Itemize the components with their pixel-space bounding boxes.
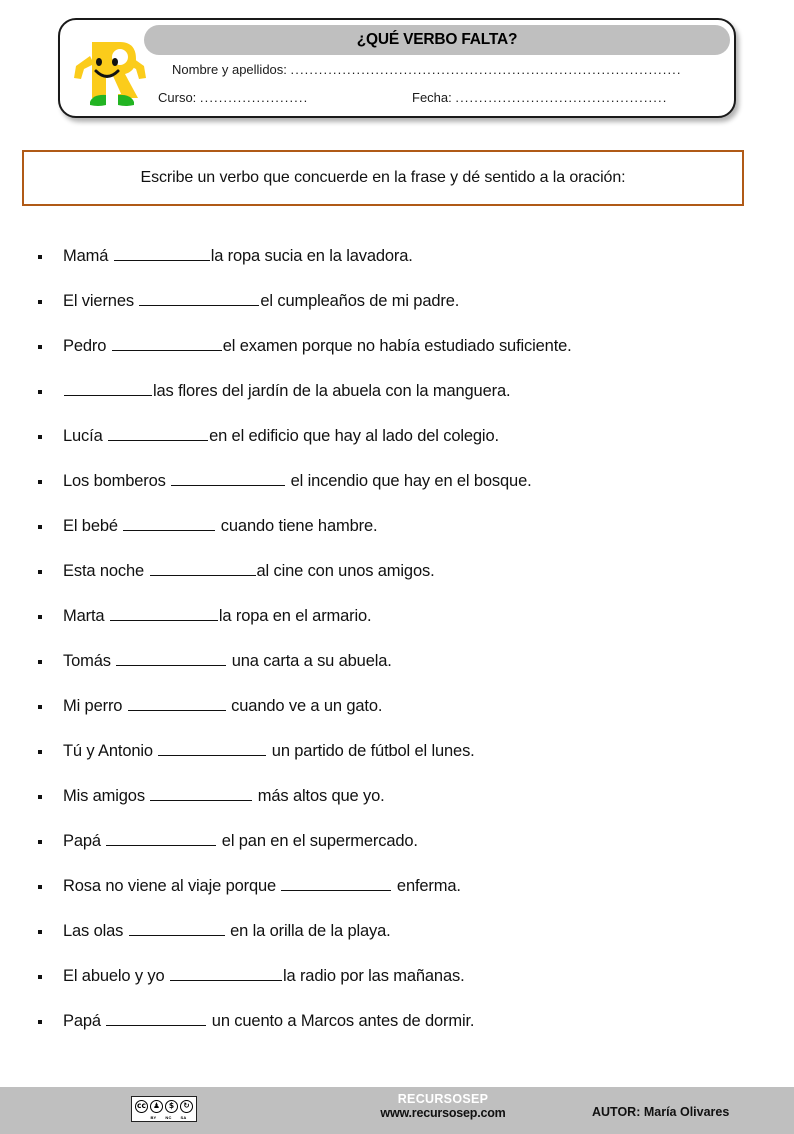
footer-bar bbox=[0, 1087, 794, 1134]
sentence-prefix: Marta bbox=[63, 607, 109, 625]
page-title: ¿QUÉ VERBO FALTA? bbox=[356, 31, 518, 48]
bullet-icon bbox=[38, 795, 42, 799]
sentence-suffix: un cuento a Marcos antes de dormir. bbox=[207, 1012, 475, 1030]
sentence-prefix: El bebé bbox=[63, 517, 123, 535]
sentence-suffix: una carta a su abuela. bbox=[227, 652, 392, 670]
course-field[interactable] bbox=[158, 90, 408, 105]
bullet-icon bbox=[38, 390, 42, 394]
answer-blank[interactable] bbox=[64, 382, 152, 396]
sentence-prefix: Papá bbox=[63, 1012, 106, 1030]
sentence-suffix: las flores del jardín de la abuela con la manguera. bbox=[153, 382, 511, 400]
sentence-suffix: más altos que yo. bbox=[253, 787, 385, 805]
sentence-prefix: Tomás bbox=[63, 652, 116, 670]
exercise-item bbox=[30, 369, 770, 414]
bullet-icon bbox=[38, 255, 42, 259]
sentence-prefix: Los bomberos bbox=[63, 472, 171, 490]
sentence-suffix: en la orilla de la playa. bbox=[225, 922, 391, 940]
student-name-label: Nombre y apellidos: bbox=[172, 62, 287, 77]
date-label: Fecha: bbox=[412, 90, 452, 105]
answer-blank[interactable] bbox=[110, 607, 218, 621]
exercise-sentence bbox=[63, 787, 385, 806]
sentence-prefix: Papá bbox=[63, 832, 106, 850]
exercise-item bbox=[30, 504, 770, 549]
course-label: Curso: bbox=[158, 90, 197, 105]
exercise-sentence bbox=[63, 1012, 474, 1031]
sentence-prefix: Mamá bbox=[63, 247, 113, 265]
exercise-sentence bbox=[63, 517, 377, 536]
student-name-field[interactable] bbox=[172, 62, 728, 77]
nc-noncommercial-icon: $ bbox=[165, 1100, 178, 1113]
sentence-suffix: un partido de fútbol el lunes. bbox=[267, 742, 475, 760]
sentence-suffix: la ropa en el armario. bbox=[218, 607, 372, 625]
date-field[interactable] bbox=[412, 90, 728, 105]
date-dotted-line: ............................................. bbox=[455, 90, 668, 105]
sentence-prefix: Mi perro bbox=[63, 697, 127, 715]
answer-blank[interactable] bbox=[150, 562, 256, 576]
by-person-icon: ♟ bbox=[150, 1100, 163, 1113]
bullet-icon bbox=[38, 480, 42, 484]
sentence-prefix: El viernes bbox=[63, 292, 139, 310]
exercise-sentence bbox=[63, 967, 465, 986]
answer-blank[interactable] bbox=[106, 832, 216, 846]
sentence-suffix: la radio por las mañanas. bbox=[282, 967, 465, 985]
sa-sharealike-icon: ↻ bbox=[180, 1100, 193, 1113]
exercise-sentence bbox=[63, 742, 475, 761]
worksheet-title-bar bbox=[144, 25, 730, 55]
brand-block bbox=[318, 1092, 568, 1122]
bullet-icon bbox=[38, 975, 42, 979]
exercise-sentence bbox=[63, 382, 510, 401]
exercise-sentence bbox=[63, 922, 391, 941]
bullet-icon bbox=[38, 885, 42, 889]
exercise-item bbox=[30, 774, 770, 819]
exercise-item bbox=[30, 954, 770, 999]
exercise-sentence bbox=[63, 337, 572, 356]
exercise-item bbox=[30, 594, 770, 639]
bullet-icon bbox=[38, 300, 42, 304]
sentence-prefix: Esta noche bbox=[63, 562, 149, 580]
sentence-prefix: Tú y Antonio bbox=[63, 742, 158, 760]
exercise-sentence bbox=[63, 832, 418, 851]
cc-icon: cc bbox=[135, 1100, 148, 1113]
answer-blank[interactable] bbox=[170, 967, 282, 981]
answer-blank[interactable] bbox=[128, 697, 226, 711]
sentence-suffix: al cine con unos amigos. bbox=[256, 562, 435, 580]
bullet-icon bbox=[38, 705, 42, 709]
answer-blank[interactable] bbox=[116, 652, 226, 666]
exercise-item bbox=[30, 729, 770, 774]
sentence-prefix: Rosa no viene al viaje porque bbox=[63, 877, 281, 895]
exercise-sentence bbox=[63, 427, 499, 446]
exercise-item bbox=[30, 279, 770, 324]
creative-commons-by-nc-sa-badge-icon bbox=[131, 1096, 197, 1122]
bullet-icon bbox=[38, 840, 42, 844]
exercise-sentence bbox=[63, 247, 413, 266]
bullet-icon bbox=[38, 750, 42, 754]
exercise-list bbox=[30, 234, 770, 1044]
answer-blank[interactable] bbox=[112, 337, 222, 351]
bullet-icon bbox=[38, 1020, 42, 1024]
answer-blank[interactable] bbox=[150, 787, 252, 801]
exercise-sentence bbox=[63, 697, 382, 716]
exercise-item bbox=[30, 909, 770, 954]
answer-blank[interactable] bbox=[158, 742, 266, 756]
course-dotted-line: ....................... bbox=[199, 90, 309, 105]
exercise-sentence bbox=[63, 562, 435, 581]
sentence-prefix: Las olas bbox=[63, 922, 128, 940]
cc-label-nc: NC bbox=[165, 1114, 172, 1120]
answer-blank[interactable] bbox=[281, 877, 391, 891]
bullet-icon bbox=[38, 345, 42, 349]
recursosep-letter-r-mascot-icon bbox=[68, 26, 150, 114]
sentence-suffix: cuando tiene hambre. bbox=[216, 517, 378, 535]
exercise-item bbox=[30, 999, 770, 1044]
answer-blank[interactable] bbox=[106, 1012, 206, 1026]
sentence-suffix: el cumpleaños de mi padre. bbox=[260, 292, 460, 310]
bullet-icon bbox=[38, 615, 42, 619]
sentence-suffix: el pan en el supermercado. bbox=[217, 832, 418, 850]
cc-license-labels bbox=[132, 1115, 196, 1121]
sentence-prefix: Lucía bbox=[63, 427, 108, 445]
cc-label-sa: SA bbox=[180, 1114, 187, 1120]
answer-blank[interactable] bbox=[123, 517, 215, 531]
bullet-icon bbox=[38, 525, 42, 529]
exercise-sentence bbox=[63, 877, 461, 896]
answer-blank[interactable] bbox=[129, 922, 225, 936]
exercise-item bbox=[30, 819, 770, 864]
brand-name: RECURSOSEP bbox=[397, 1092, 489, 1106]
answer-blank[interactable] bbox=[108, 427, 208, 441]
exercise-item bbox=[30, 324, 770, 369]
answer-blank[interactable] bbox=[171, 472, 285, 486]
exercise-item bbox=[30, 549, 770, 594]
sentence-prefix: El abuelo y yo bbox=[63, 967, 169, 985]
exercise-item bbox=[30, 459, 770, 504]
bullet-icon bbox=[38, 570, 42, 574]
instruction-box bbox=[22, 150, 744, 206]
exercise-item bbox=[30, 414, 770, 459]
bullet-icon bbox=[38, 435, 42, 439]
bullet-icon bbox=[38, 660, 42, 664]
exercise-sentence bbox=[63, 472, 532, 491]
sentence-prefix: Mis amigos bbox=[63, 787, 150, 805]
answer-blank[interactable] bbox=[139, 292, 259, 306]
sentence-suffix: el incendio que hay en el bosque. bbox=[286, 472, 532, 490]
worksheet-header-card bbox=[58, 18, 736, 118]
sentence-prefix: Pedro bbox=[63, 337, 111, 355]
answer-blank[interactable] bbox=[114, 247, 210, 261]
exercise-item bbox=[30, 234, 770, 279]
sentence-suffix: cuando ve a un gato. bbox=[226, 697, 383, 715]
exercise-item bbox=[30, 684, 770, 729]
cc-label-by: BY bbox=[150, 1114, 157, 1120]
exercise-item bbox=[30, 864, 770, 909]
bullet-icon bbox=[38, 930, 42, 934]
exercise-item bbox=[30, 639, 770, 684]
exercise-sentence bbox=[63, 292, 459, 311]
exercise-sentence bbox=[63, 607, 372, 626]
sentence-suffix: la ropa sucia en la lavadora. bbox=[210, 247, 413, 265]
sentence-suffix: enferma. bbox=[392, 877, 461, 895]
sentence-suffix: el examen porque no había estudiado suficiente. bbox=[222, 337, 572, 355]
sentence-suffix: en el edificio que hay al lado del colegio. bbox=[209, 427, 499, 445]
brand-url[interactable]: www.recursosep.com bbox=[380, 1106, 506, 1121]
student-name-dotted-line: ................................................................................... bbox=[290, 62, 682, 77]
instruction-text: Escribe un verbo que concuerde en la frase y dé sentido a la oración: bbox=[140, 169, 626, 186]
author-credit: AUTOR: María Olivares bbox=[592, 1105, 730, 1119]
exercise-sentence bbox=[63, 652, 392, 671]
